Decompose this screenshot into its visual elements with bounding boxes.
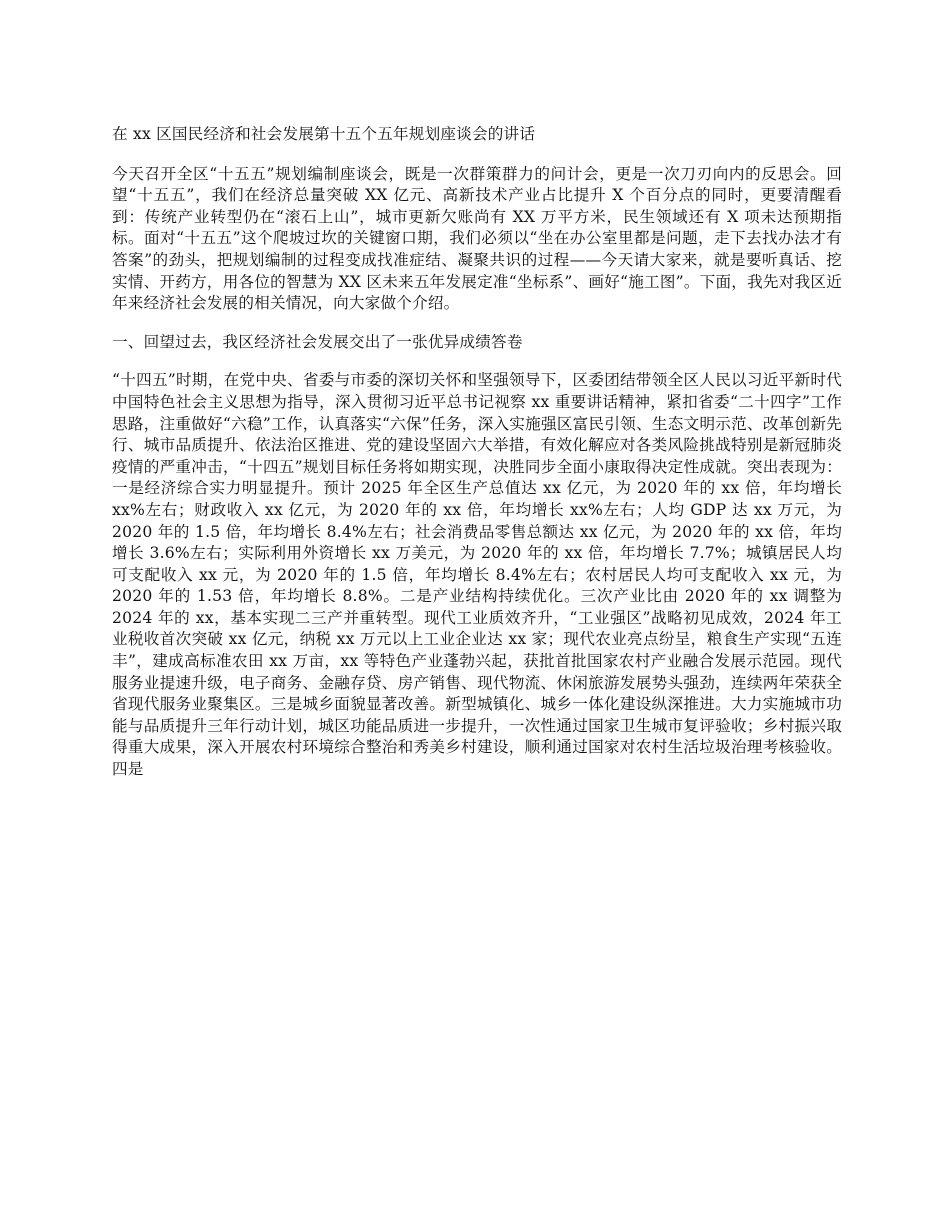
intro-paragraph: 今天召开全区“十五五”规划编制座谈会，既是一次群策群力的问计会，更是一次刀刃向内的反思会。回望“十五五”，我们在经济总量突破 XX 亿元、高新技术产业占比提升 X 个百分点的同时，更要清醒看到：传统产业转型仍在“滚石上山”，城市更新欠账尚有 XX 万平方米，民生领域还有 X 项未达预期指标。面对“十五五”这个爬坡过坎的关键窗口期，我们必须以“坐在办公室里都是问题，走下去找办法才有答案”的劲头，把规划编制的过程变成找准症结、凝聚共识的过程——今天请大家来，就是要听真话、挖实情、开药方，用各位的智慧为 XX 区未来五年发展定准“坐标系”、画好“施工图”。下面，我先对我区近年来经济社会发展的相关情况，向大家做个介绍。 [112,164,842,313]
document-page [112,124,842,798]
section-heading: 一、回望过去，我区经济社会发展交出了一张优异成绩答卷 [112,332,523,351]
section-body-paragraph: “十四五”时期，在党中央、省委与市委的深切关怀和坚强领导下，区委团结带领全区人民以习近平新时代中国特色社会主义思想为指导，深入贯彻习近平总书记视察 xx 重要讲话精神，紧扣省委“二十四字”工作思路，注重做好“六稳”工作，认真落实“六保”任务，深入实施强区富民引领、生态文明示范、改革创新先行、城市品质提升、依法治区推进、党的建设坚固六大举措，有效化解应对各类风险挑战特别是新冠肺炎疫情的严重冲击，“十四五”规划目标任务将如期实现，决胜同步全面小康取得决定性成就。突出表现为：一是经济综合实力明显提升。预计 2025 年全区生产总值达 xx 亿元，为 2020 年的 xx 倍，年均增长 xx%左右；财政收入 xx 亿元，为 2020 年的 xx 倍，年均增长 xx%左右；人均 GDP 达 xx 万元，为 2020 年的 1.5 倍，年均增长 8.4%左右；社会消费品零售总额达 xx 亿元，为 2020 年的 xx 倍，年均增长 3.6%左右；实际利用外资增长 xx 万美元，为 2020 年的 xx 倍，年均增长 7.7%；城镇居民人均可支配收入 xx 元，为 2020 年的 1.5 倍，年均增长 8.4%左右；农村居民人均可支配收入 xx 元，为 2020 年的 1.53 倍，年均增长 8.8%。二是产业结构持续优化。三次产业比由 2020 年的 xx 调整为 2024 年的 xx，基本实现二三产并重转型。现代工业质效齐升，“工业强区”战略初见成效，2024 年工业税收首次突破 xx 亿元，纳税 xx 万元以上工业企业达 xx 家；现代农业亮点纷呈，粮食生产实现“五连丰”，建成高标准农田 xx 万亩，xx 等特色产业蓬勃兴起，获批首批国家农村产业融合发展示范园。现代服务业提速升级，电子商务、金融存贷、房产销售、现代物流、休闲旅游发展势头强劲，连续两年荣获全省现代服务业聚集区。三是城乡面貌显著改善。新型城镇化、城乡一体化建设纵深推进。大力实施城市功能与品质提升三年行动计划，城区功能品质进一步提升，一次性通过国家卫生城市复评验收；乡村振兴取得重大成果，深入开展农村环境综合整治和秀美乡村建设，顺利通过国家对农村生活垃圾治理考核验收。四是 [112,371,842,779]
document-title: 在 xx 区国民经济和社会发展第十五个五年规划座谈会的讲话 [112,125,536,143]
